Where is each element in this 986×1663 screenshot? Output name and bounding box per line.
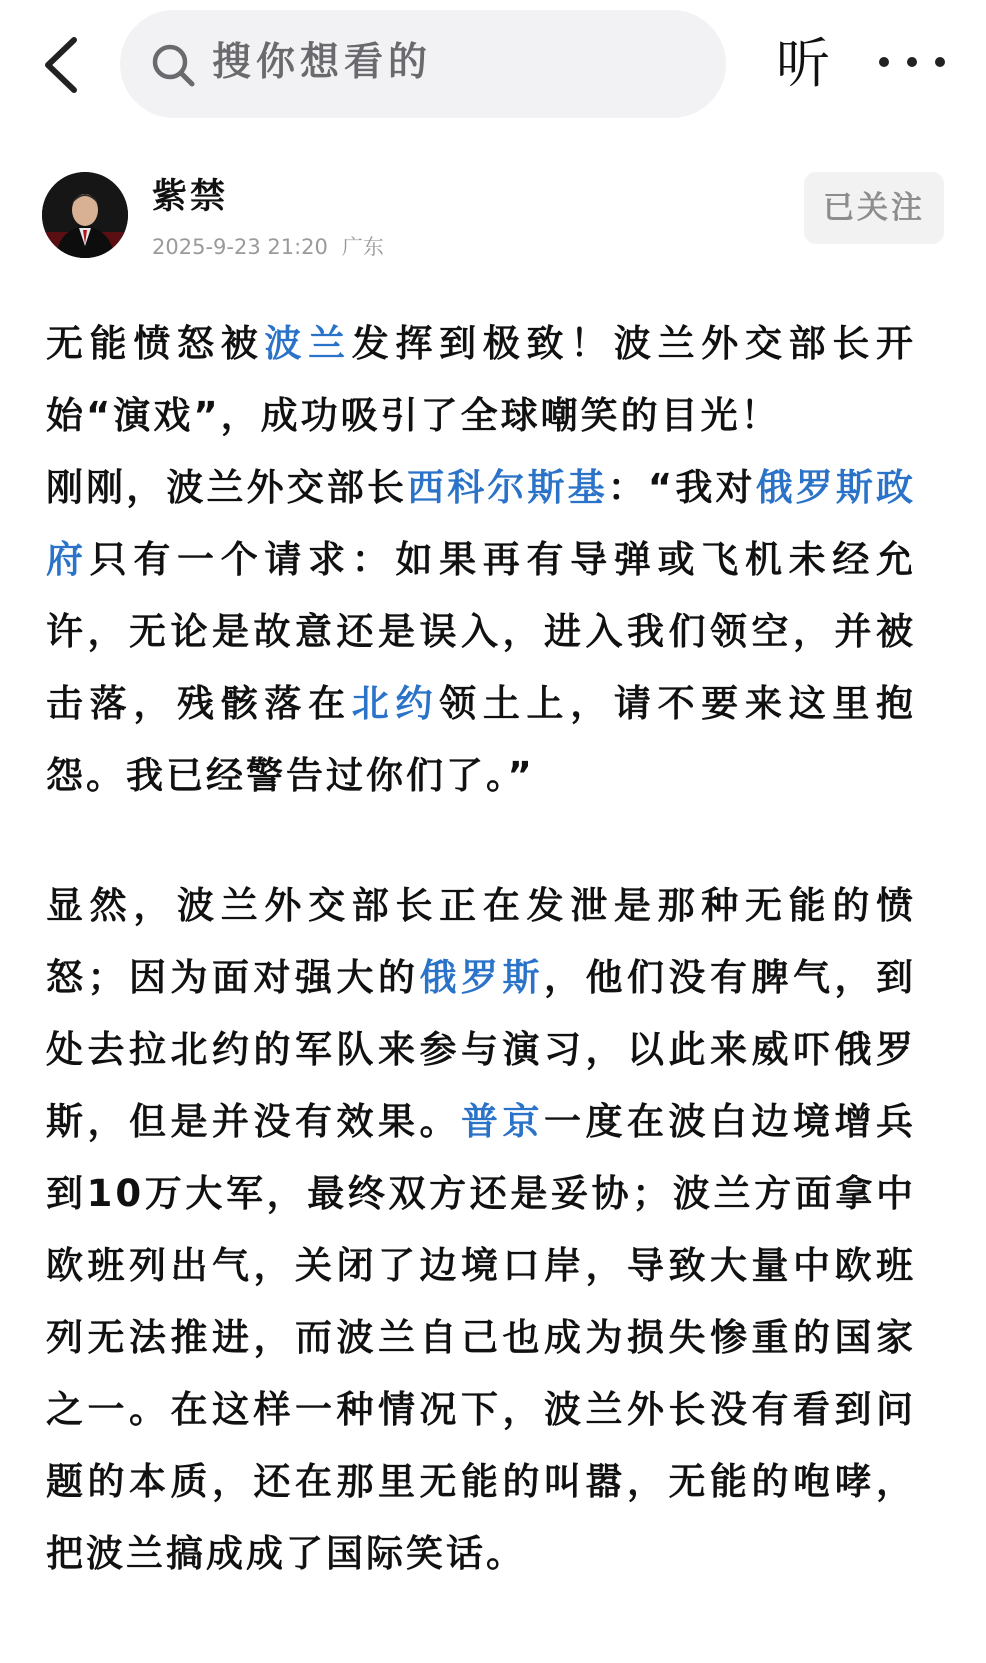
- top-navigation-bar: [0, 0, 986, 130]
- text-segment: ，他们没有脾气，到处去拉北约的军队来参与演习，以此来威吓俄罗斯，但是并没有效果。: [46, 956, 916, 1143]
- follow-button[interactable]: 已关注: [804, 172, 944, 244]
- more-dots-icon: [872, 50, 952, 74]
- search-icon: [150, 42, 196, 88]
- author-name[interactable]: 紫禁: [152, 177, 229, 217]
- topic-link-russia[interactable]: 俄罗斯: [419, 956, 544, 999]
- chevron-left-icon: [38, 34, 88, 96]
- post-location: 广东: [341, 235, 384, 259]
- topic-link-sikorski[interactable]: 西科尔斯基: [407, 466, 608, 509]
- text-segment: 无能愤怒被: [46, 322, 265, 365]
- text-segment: 显然，波兰外交部长正在发泄是那种无能的愤怒；因为面对强大的: [46, 884, 916, 999]
- author-avatar[interactable]: [42, 172, 128, 258]
- search-placeholder[interactable]: 搜你想看的: [212, 40, 433, 85]
- topic-link-putin[interactable]: 普京: [461, 1100, 544, 1143]
- text-segment: 发挥到极致！波兰外交部长开始“演戏”，成功吸引了全球嘲笑的目光！: [46, 322, 917, 437]
- topic-link-russian-government[interactable]: 俄罗斯政府: [46, 466, 917, 581]
- text-segment: 领土上，请不要来这里抱怨。我已经警告过你们了。”: [46, 682, 917, 797]
- text-segment: 刚刚，波兰外交部长: [46, 466, 408, 509]
- back-button[interactable]: [38, 34, 88, 96]
- post-meta: [152, 232, 384, 262]
- text-segment: 一度在波白边境增兵到10万大军，最终双方还是妥协；波兰方面拿中欧班列出气，关闭了边境口岸，导致大量中欧班列无法推进，而波兰自己也成为损失惨重的国家之一。在这样一种情况下，波兰外长没有看到问题的本质，还在那里无能的叫嚣，无能的咆哮，把波兰搞成成了国际笑话。: [46, 1100, 916, 1575]
- avatar-image: [42, 172, 128, 258]
- listen-button[interactable]: 听: [776, 32, 830, 95]
- text-segment: 只有一个请求：如果再有导弹或飞机未经允许，无论是故意还是误入，进入我们领空，并被击落，残骸落在: [46, 538, 917, 725]
- more-button[interactable]: [872, 50, 952, 74]
- article-body: [46, 308, 916, 1590]
- topic-link-poland[interactable]: 波兰: [264, 322, 352, 365]
- text-segment: ：“我对: [607, 466, 756, 509]
- topic-link-nato[interactable]: 北约: [351, 682, 440, 725]
- article-paragraph-1: [46, 308, 916, 812]
- post-date: 2025-9-23 21:20: [152, 235, 328, 259]
- article-paragraph-2: [46, 870, 916, 1590]
